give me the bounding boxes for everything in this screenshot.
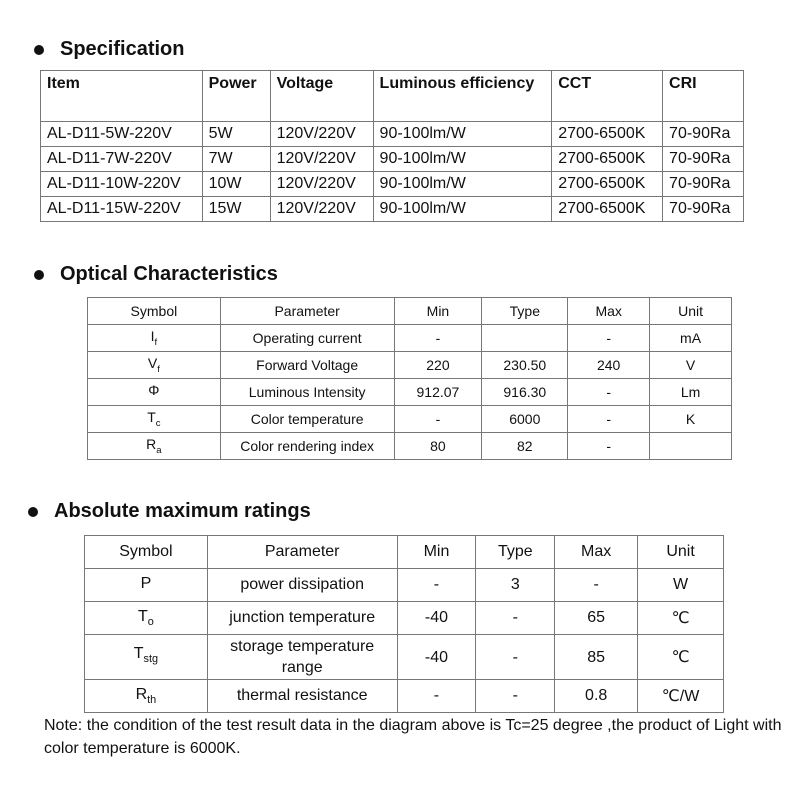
table-row	[88, 352, 732, 379]
table-cell: 90-100lm/W	[373, 197, 552, 222]
table-cell: 2700-6500K	[552, 122, 663, 147]
header-cell: Luminous efficiency	[373, 71, 552, 122]
symbol-cell	[85, 602, 208, 635]
symbol-subscript: a	[156, 444, 162, 456]
table-cell: 90-100lm/W	[373, 147, 552, 172]
bullet-icon	[34, 45, 44, 55]
type-cell: -	[476, 635, 555, 680]
max-cell: 85	[555, 635, 638, 680]
symbol-cell	[88, 379, 221, 406]
min-cell: -	[397, 680, 476, 713]
parameter-cell: Forward Voltage	[220, 352, 394, 379]
table-row	[88, 433, 732, 460]
parameter-cell: storage temperature range	[207, 635, 397, 680]
test-condition-note: Note: the condition of the test result data in the diagram above is Tc=25 degree ,the product of Light with color temperature is 6000K.	[44, 717, 782, 757]
min-cell: -	[394, 406, 482, 433]
min-cell: -40	[397, 602, 476, 635]
table-cell: 70-90Ra	[663, 147, 744, 172]
optical-table	[87, 297, 732, 460]
table-header-row	[88, 298, 732, 325]
unit-cell: K	[650, 406, 732, 433]
max-cell: -	[555, 569, 638, 602]
unit-cell: W	[638, 569, 724, 602]
type-cell: 3	[476, 569, 555, 602]
max-cell: 240	[568, 352, 650, 379]
table-cell: 7W	[202, 147, 270, 172]
type-cell: 230.50	[482, 352, 568, 379]
table-row	[85, 602, 724, 635]
header-cell: Max	[568, 298, 650, 325]
symbol-cell	[85, 569, 208, 602]
table-header-row	[85, 536, 724, 569]
min-cell: -40	[397, 635, 476, 680]
table-cell: AL-D11-15W-220V	[41, 197, 203, 222]
absolute-heading	[28, 500, 311, 523]
table-cell: 2700-6500K	[552, 147, 663, 172]
specification-title: Specification	[60, 38, 185, 60]
unit-cell: mA	[650, 325, 732, 352]
parameter-cell: Color rendering index	[220, 433, 394, 460]
max-cell: -	[568, 379, 650, 406]
max-cell: 0.8	[555, 680, 638, 713]
parameter-cell: Color temperature	[220, 406, 394, 433]
absolute-ratings-table	[84, 535, 724, 713]
table-cell: AL-D11-10W-220V	[41, 172, 203, 197]
table-row	[88, 406, 732, 433]
table-row	[88, 325, 732, 352]
optical-title: Optical Characteristics	[60, 263, 278, 285]
max-cell: 65	[555, 602, 638, 635]
unit-cell: ℃	[638, 602, 724, 635]
symbol-cell	[85, 635, 208, 680]
header-cell: Unit	[650, 298, 732, 325]
symbol: T	[137, 607, 148, 625]
symbol-cell	[85, 680, 208, 713]
symbol-cell	[88, 433, 221, 460]
header-cell: Symbol	[85, 536, 208, 569]
header-cell: Min	[397, 536, 476, 569]
table-cell: 120V/220V	[270, 197, 373, 222]
type-cell	[482, 325, 568, 352]
table-cell: 70-90Ra	[663, 122, 744, 147]
optical-heading	[34, 263, 278, 286]
symbol-subscript: f	[157, 363, 160, 375]
symbol-cell	[88, 325, 221, 352]
type-cell: 82	[482, 433, 568, 460]
unit-cell: ℃	[638, 635, 724, 680]
table-cell: 2700-6500K	[552, 197, 663, 222]
parameter-cell: Luminous Intensity	[220, 379, 394, 406]
symbol-subscript: th	[147, 694, 157, 707]
min-cell: -	[394, 325, 482, 352]
table-row	[41, 122, 744, 147]
table-cell: 10W	[202, 172, 270, 197]
table-cell: 70-90Ra	[663, 172, 744, 197]
table-header-row	[41, 71, 744, 122]
header-cell: Voltage	[270, 71, 373, 122]
table-cell: AL-D11-7W-220V	[41, 147, 203, 172]
table-row	[41, 197, 744, 222]
table-cell: AL-D11-5W-220V	[41, 122, 203, 147]
symbol: R	[135, 685, 148, 703]
specification-heading	[34, 38, 184, 61]
type-cell: -	[476, 680, 555, 713]
header-cell: Item	[41, 71, 203, 122]
header-cell: CRI	[663, 71, 744, 122]
symbol-subscript: o	[147, 616, 154, 629]
symbol: T	[147, 409, 156, 426]
max-cell: -	[568, 406, 650, 433]
symbol: Φ	[148, 382, 160, 399]
symbol-subscript: stg	[143, 653, 159, 666]
min-cell: 80	[394, 433, 482, 460]
type-cell: 6000	[482, 406, 568, 433]
max-cell: -	[568, 325, 650, 352]
max-cell: -	[568, 433, 650, 460]
unit-cell: Lm	[650, 379, 732, 406]
min-cell: -	[397, 569, 476, 602]
table-cell: 15W	[202, 197, 270, 222]
symbol-subscript: f	[154, 336, 158, 348]
symbol-subscript: c	[155, 417, 161, 429]
min-cell: 912.07	[394, 379, 482, 406]
table-row	[41, 147, 744, 172]
header-cell: Min	[394, 298, 482, 325]
symbol: T	[133, 645, 144, 663]
table-cell: 70-90Ra	[663, 197, 744, 222]
table-row	[85, 680, 724, 713]
unit-cell: ℃/W	[638, 680, 724, 713]
table-row	[85, 635, 724, 680]
header-cell: CCT	[552, 71, 663, 122]
table-cell: 90-100lm/W	[373, 122, 552, 147]
header-cell: Unit	[638, 536, 724, 569]
table-cell: 5W	[202, 122, 270, 147]
symbol: I	[150, 328, 155, 345]
symbol-cell	[88, 406, 221, 433]
symbol-cell	[88, 352, 221, 379]
unit-cell	[650, 433, 732, 460]
specification-table	[40, 70, 744, 222]
header-cell: Type	[476, 536, 555, 569]
parameter-cell: power dissipation	[207, 569, 397, 602]
type-cell: -	[476, 602, 555, 635]
header-cell: Type	[482, 298, 568, 325]
absolute-title: Absolute maximum ratings	[54, 500, 311, 522]
table-cell: 120V/220V	[270, 172, 373, 197]
header-cell: Power	[202, 71, 270, 122]
symbol: P	[140, 574, 152, 592]
header-cell: Symbol	[88, 298, 221, 325]
table-row	[88, 379, 732, 406]
symbol: R	[146, 436, 157, 453]
table-row	[41, 172, 744, 197]
header-cell: Parameter	[207, 536, 397, 569]
symbol: V	[147, 355, 158, 372]
parameter-cell: junction temperature	[207, 602, 397, 635]
table-cell: 90-100lm/W	[373, 172, 552, 197]
parameter-cell: Operating current	[220, 325, 394, 352]
header-cell: Max	[555, 536, 638, 569]
parameter-cell: thermal resistance	[207, 680, 397, 713]
table-row	[85, 569, 724, 602]
table-cell: 2700-6500K	[552, 172, 663, 197]
table-cell: 120V/220V	[270, 122, 373, 147]
min-cell: 220	[394, 352, 482, 379]
unit-cell: V	[650, 352, 732, 379]
bullet-icon	[34, 270, 44, 280]
table-cell: 120V/220V	[270, 147, 373, 172]
type-cell: 916.30	[482, 379, 568, 406]
header-cell: Parameter	[220, 298, 394, 325]
bullet-icon	[28, 507, 38, 517]
